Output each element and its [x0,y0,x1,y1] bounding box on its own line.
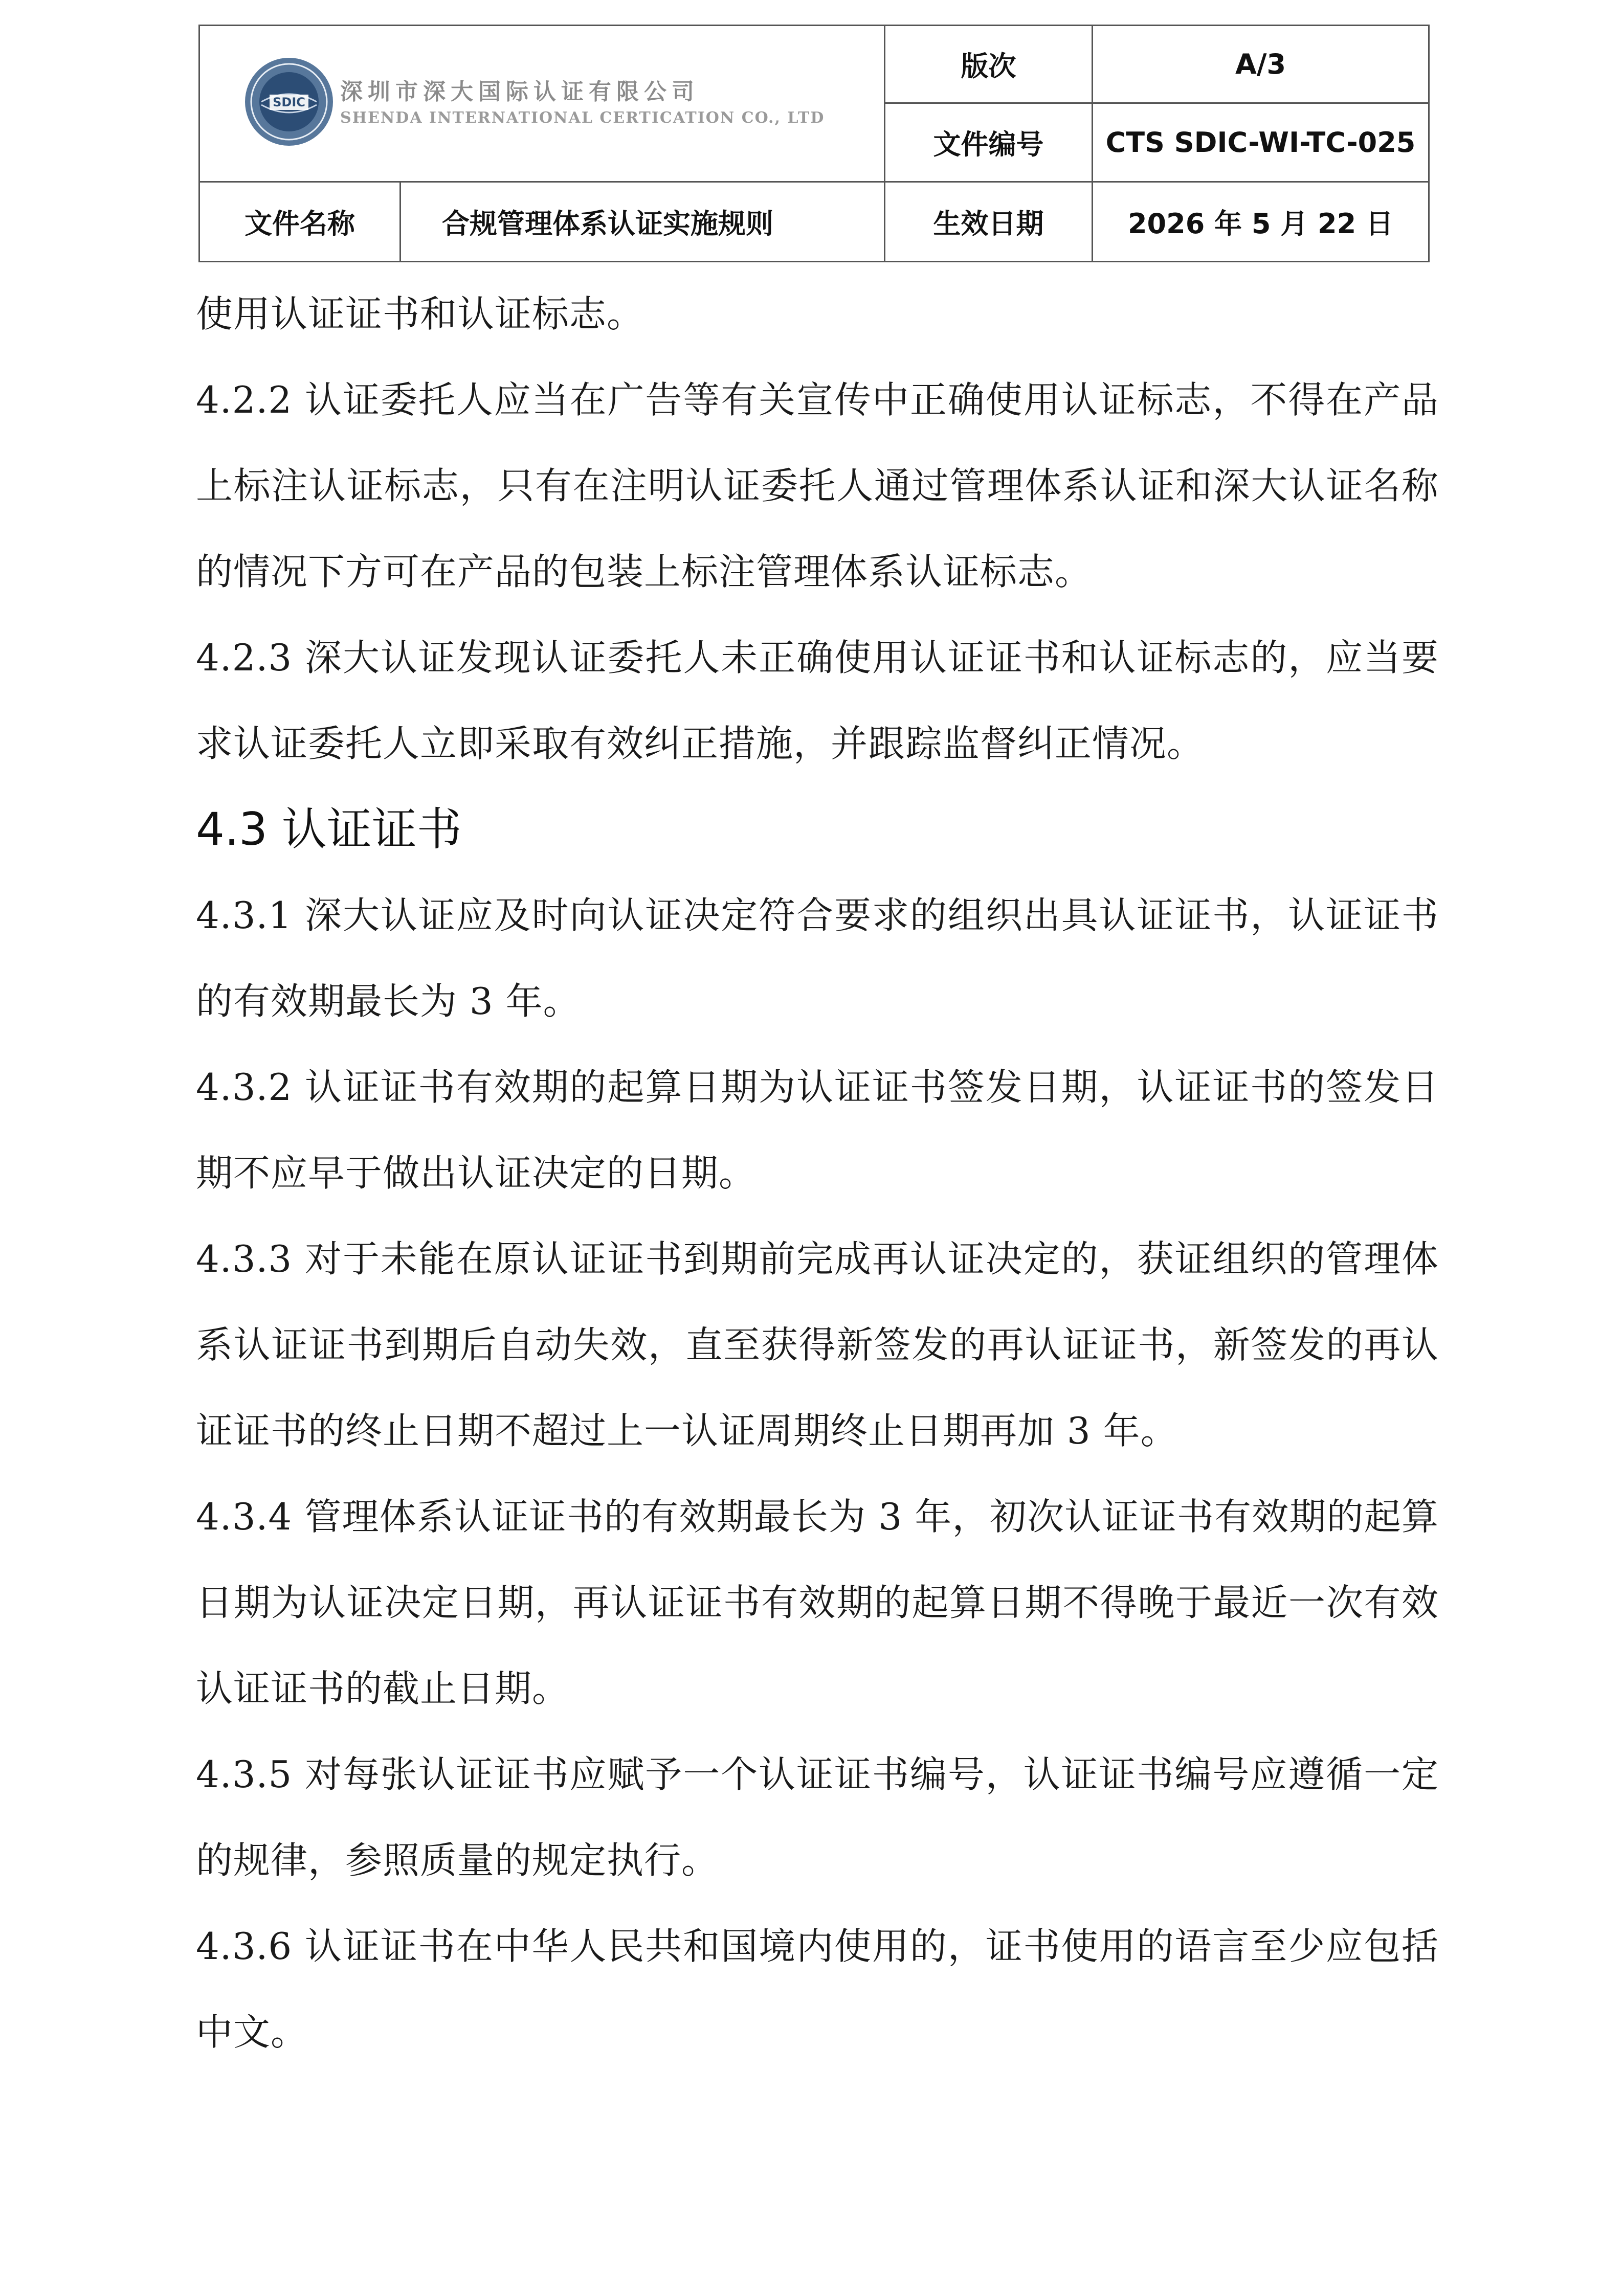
version-label: 版次 [885,26,1093,103]
company-name-en: SHENDA INTERNATIONAL CERTICATION CO., LTD [340,109,825,127]
company-name-cn: 深圳市深大国际认证有限公司 [340,79,699,105]
doc-number-value: CTS SDIC-WI-TC-025 [1093,103,1429,182]
paragraph-4-3-3: 4.3.3 对于未能在原认证证书到期前完成再认证决定的，获证组织的管理体系认证证书到期后自动失效，直至获得新签发的再认证证书，新签发的再认证证书的终止日期不超过上一认证周期终止日期再加 3 年。 [196,1237,1439,1452]
company-seal-icon [243,56,335,148]
effective-date-label: 生效日期 [885,182,1093,262]
doc-name-value: 合规管理体系认证实施规则 [401,182,885,262]
effective-date-value: 2026 年 5 月 22 日 [1093,182,1429,262]
doc-name-label: 文件名称 [199,182,401,262]
paragraph-4-3-1: 4.3.1 深大认证应及时向认证决定符合要求的组织出具认证证书，认证证书的有效期最长为 3 年。 [196,894,1439,1023]
paragraph-4-3-5: 4.3.5 对每张认证证书应赋予一个认证证书编号，认证证书编号应遵循一定的规律，参照质量的规定执行。 [196,1753,1439,1882]
paragraph-4-3-2: 4.3.2 认证证书有效期的起算日期为认证证书签发日期，认证证书的签发日期不应早于做出认证决定的日期。 [196,1066,1439,1195]
document-body [196,271,1439,2075]
doc-number-label: 文件编号 [885,103,1093,182]
paragraph-4-3-4: 4.3.4 管理体系认证证书的有效期最长为 3 年，初次认证证书有效期的起算日期为认证决定日期，再认证证书有效期的起算日期不得晚于最近一次有效认证证书的截止日期。 [196,1495,1439,1710]
version-value: A/3 [1093,26,1429,103]
section-heading-4-3: 4.3 认证证书 [196,803,462,856]
company-logo [243,56,825,153]
paragraph-4-2-3: 4.2.3 深大认证发现认证委托人未正确使用认证证书和认证标志的，应当要求认证委托人立即采取有效纠正措施，并跟踪监督纠正情况。 [196,636,1439,765]
svg-text:SDIC: SDIC [273,95,305,109]
document-header-table [198,25,1430,262]
company-logo-cell [199,26,885,182]
paragraph-continuation: 使用认证证书和认证标志。 [196,292,644,335]
paragraph-4-2-2: 4.2.2 认证委托人应当在广告等有关宣传中正确使用认证标志，不得在产品上标注认证标志，只有在注明认证委托人通过管理体系认证和深大认证名称的情况下方可在产品的包装上标注管理体系认证标志。 [196,378,1439,593]
paragraph-4-3-6: 4.3.6 认证证书在中华人民共和国境内使用的，证书使用的语言至少应包括中文。 [196,1925,1439,2054]
